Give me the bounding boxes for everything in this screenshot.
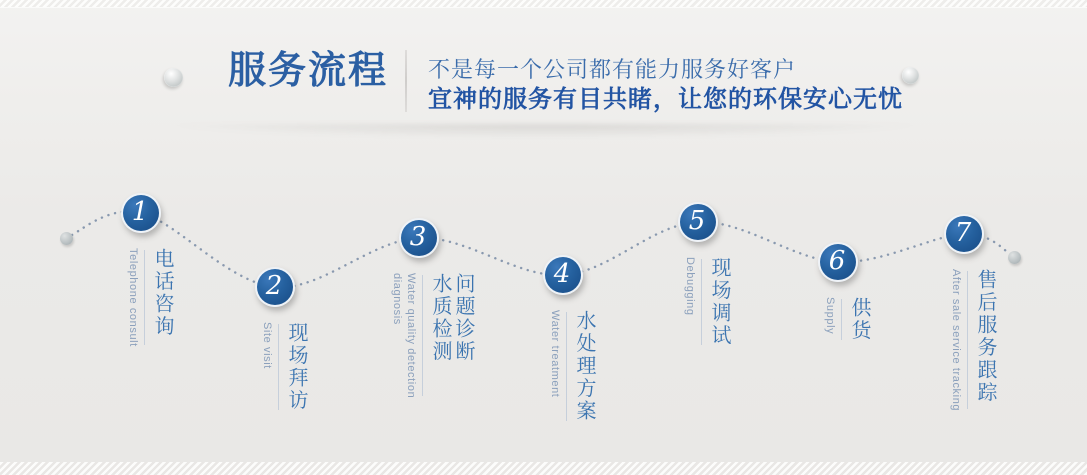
step-label-english-line: Debugging [684,257,696,316]
bottom-hatch-strip [0,462,1087,475]
step-label-3 [390,273,474,398]
label-divider [841,299,842,340]
step-label-chinese [572,310,595,423]
step-label-english-line: Supply [824,297,836,335]
step-circle-7 [944,214,984,254]
label-divider [566,312,567,421]
step-label-1 [126,248,173,347]
step-label-chinese [707,257,730,347]
flow-start-dot-icon [60,232,73,245]
step-label-chinese-column: 水质检测 [429,273,451,363]
step-label-english-line: Site visit [261,322,273,369]
label-divider [278,324,279,410]
step-label-chinese [428,273,474,363]
flow-end-dot-icon [1008,251,1021,264]
step-label-chinese [150,248,173,338]
step-label-english-line: diagnosis [391,273,403,325]
step-label-english [390,273,418,398]
step-label-chinese [973,269,996,404]
step-label-chinese-column: 问题诊断 [452,273,474,363]
label-divider [701,259,702,345]
step-number: 1 [131,197,149,227]
step-number: 4 [553,259,571,289]
step-label-english [823,297,837,334]
step-circle-2 [255,267,295,307]
step-label-4 [548,310,595,423]
step-label-english [683,257,697,316]
step-label-chinese [847,297,870,342]
section-title: 服务流程 [228,50,389,92]
step-number: 7 [954,218,972,248]
step-label-english [548,310,562,397]
step-circle-6 [818,242,858,282]
subtitle-line-2: 宜神的服务有目共睹，让您的环保安心无忧 [428,86,903,113]
label-divider [967,271,968,409]
step-label-english-line: Telephone consult [127,248,139,347]
step-circle-4 [543,255,583,295]
step-number: 2 [265,271,283,301]
step-label-english [126,248,140,347]
step-circle-3 [399,218,439,258]
step-number: 6 [828,246,846,276]
step-label-english-line: After sale service tracking [950,269,962,412]
label-divider [422,275,423,396]
step-label-chinese-column: 现场调试 [708,257,730,347]
step-label-chinese-column: 电话咨询 [151,248,173,338]
step-label-chinese-column: 现场拜访 [285,322,307,412]
step-label-english [260,322,274,369]
step-label-english [949,269,963,411]
step-number: 3 [409,222,427,252]
step-label-chinese [284,322,307,412]
step-number: 5 [688,206,706,236]
label-divider [144,250,145,345]
step-label-6 [823,297,870,342]
step-label-chinese-column: 售后服务跟踪 [974,269,996,404]
step-label-5 [683,257,730,347]
step-label-2 [260,322,307,412]
step-label-chinese-column: 供货 [848,297,870,342]
step-circle-5 [678,202,718,242]
step-label-chinese-column: 水处理方案 [573,310,595,423]
step-label-7 [949,269,996,411]
step-label-english-line: Water treatment [549,310,561,398]
subtitle-line-1: 不是每一个公司都有能力服务好客户 [428,57,797,82]
step-label-english-line: Water quality detection [405,273,417,399]
step-circle-1 [121,193,161,233]
